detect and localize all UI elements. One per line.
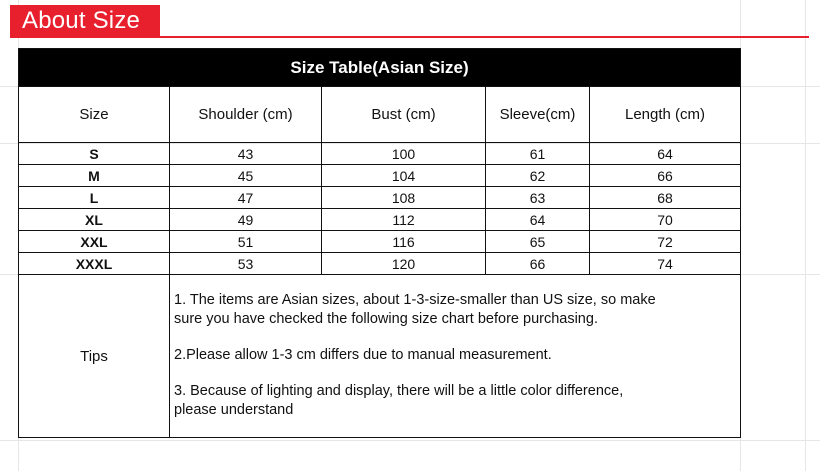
shoulder-cell: 51	[170, 231, 322, 253]
sleeve-cell: 61	[486, 143, 590, 165]
tip-line: 3. Because of lighting and display, there will be a little color difference,	[174, 383, 624, 399]
tips-text	[170, 275, 741, 438]
background-gridline	[0, 440, 820, 441]
size-cell: XXL	[19, 231, 170, 253]
size-cell: XL	[19, 209, 170, 231]
size-cell: S	[19, 143, 170, 165]
header-divider	[10, 36, 809, 38]
shoulder-cell: 49	[170, 209, 322, 231]
bust-cell: 120	[322, 253, 486, 275]
length-cell: 74	[590, 253, 741, 275]
shoulder-cell: 47	[170, 187, 322, 209]
tip-spacer	[174, 365, 734, 382]
length-cell: 72	[590, 231, 741, 253]
size-table	[18, 48, 741, 438]
shoulder-cell: 45	[170, 165, 322, 187]
table-header-row	[19, 87, 741, 143]
sleeve-cell: 62	[486, 165, 590, 187]
length-cell: 68	[590, 187, 741, 209]
length-cell: 64	[590, 143, 741, 165]
bust-cell: 104	[322, 165, 486, 187]
bust-cell: 116	[322, 231, 486, 253]
shoulder-cell: 43	[170, 143, 322, 165]
table-row	[19, 209, 741, 231]
length-cell: 66	[590, 165, 741, 187]
size-cell: XXXL	[19, 253, 170, 275]
bust-cell: 100	[322, 143, 486, 165]
bust-cell: 108	[322, 187, 486, 209]
background-gridline	[805, 0, 806, 471]
table-row	[19, 143, 741, 165]
column-header: Sleeve(cm)	[486, 87, 590, 143]
bust-cell: 112	[322, 209, 486, 231]
shoulder-cell: 53	[170, 253, 322, 275]
tip-line: please understand	[174, 402, 294, 418]
sleeve-cell: 63	[486, 187, 590, 209]
tip-line: 1. The items are Asian sizes, about 1-3-size-smaller than US size, so make	[174, 292, 656, 308]
table-row	[19, 165, 741, 187]
tips-label: Tips	[19, 275, 170, 438]
sleeve-cell: 64	[486, 209, 590, 231]
size-cell: M	[19, 165, 170, 187]
column-header: Bust (cm)	[322, 87, 486, 143]
column-header: Length (cm)	[590, 87, 741, 143]
tips-row	[19, 275, 741, 438]
table-title: Size Table(Asian Size)	[19, 49, 741, 87]
tip-spacer	[174, 329, 734, 346]
table-row	[19, 187, 741, 209]
tip-line: 2.Please allow 1-3 cm differs due to manual measurement.	[174, 347, 552, 363]
table-row	[19, 231, 741, 253]
tip-line: sure you have checked the following size chart before purchasing.	[174, 311, 598, 327]
sleeve-cell: 65	[486, 231, 590, 253]
size-cell: L	[19, 187, 170, 209]
table-row	[19, 253, 741, 275]
table-title-row	[19, 49, 741, 87]
column-header: Size	[19, 87, 170, 143]
column-header: Shoulder (cm)	[170, 87, 322, 143]
page-title: About Size	[10, 5, 160, 36]
length-cell: 70	[590, 209, 741, 231]
sleeve-cell: 66	[486, 253, 590, 275]
